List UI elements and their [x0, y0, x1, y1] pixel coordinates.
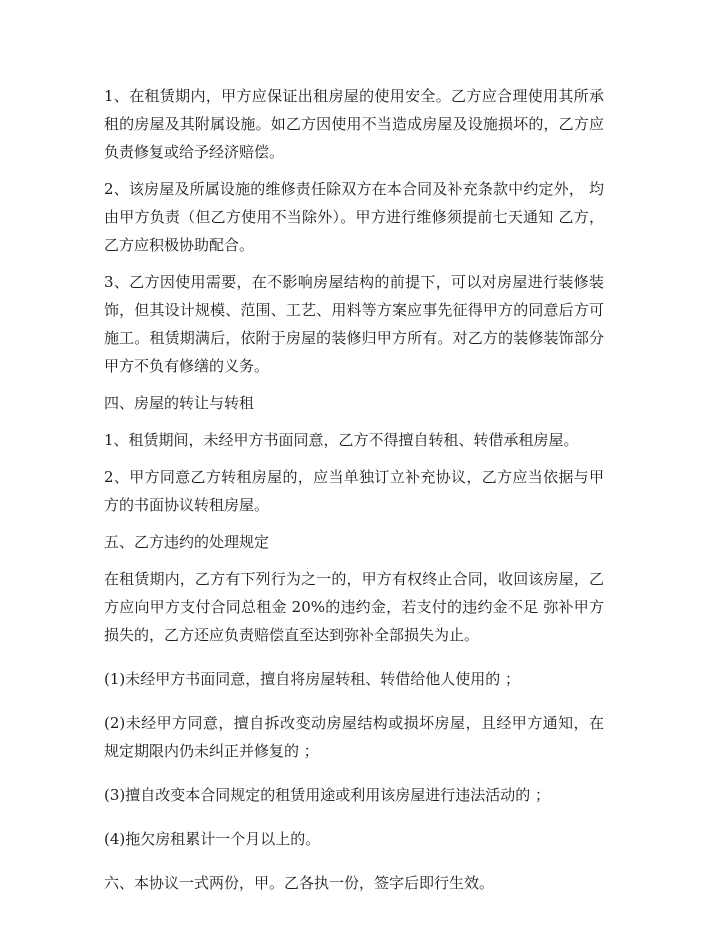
paragraph-8: 在租赁期内，乙方有下列行为之一的，甲方有权终止合同，收回该房屋，乙方应向甲方支付合同总租金 20%的违约金，若支付的违约金不足 弥补甲方损失的，乙方还应负责赔偿直至达到弥补全部损失为止。	[104, 570, 604, 644]
list-item-number: (3)	[104, 786, 126, 804]
list-item	[104, 781, 604, 809]
list-item-text: 未经甲方书面同意，擅自将房屋转租、转借给他人使用的 ；	[125, 670, 521, 688]
paragraph-closing: 六、本协议一式两份，甲。乙各执一份，签字后即行生效。	[104, 874, 495, 892]
list-item-text: 未经甲方同意，擅自拆改变动房屋结构或损坏房屋，且经甲方通知，在规定期限内仍未纠正并修复的 ；	[104, 714, 604, 760]
document-body	[104, 82, 604, 906]
paragraph-1: 1、在租赁期内，甲方应保证出租房屋的使用安全。乙方应合理使用其所承租的房屋及其附属设施。如乙方因使用不当造成房屋及设施损坏的，乙方应负责修复或给予经济赔偿。	[104, 87, 604, 161]
list-item-number: (2)	[104, 714, 126, 732]
paragraph-5: 1、租赁期间，未经甲方书面同意，乙方不得擅自转租、转借承租房屋。	[104, 431, 579, 449]
list-item-number: (1)	[104, 670, 126, 688]
paragraph-3: 3、乙方因使用需要，在不影响房屋结构的前提下，可以对房屋进行装修装饰，但其设计规模、范围、工艺、用料等方案应事先征得甲方的同意后方可施工。租赁期满后，依附于房屋的装修归甲方所有。对乙方的装修装饰部分甲方不负有修缮的义务。	[104, 273, 604, 375]
list-item	[104, 709, 604, 765]
list-item-text: 拖欠房租累计一个月以上的。	[125, 830, 321, 848]
section-heading-4: 四、房屋的转让与转租	[104, 394, 255, 412]
paragraph-2: 2、该房屋及所属设施的维修责任除双方在本合同及补充条款中约定外， 均由甲方负责（但乙方使用不当除外）。甲方进行维修须提前七天通知 乙方，乙方应积极协助配合。	[104, 180, 604, 254]
list-item-number: (4)	[104, 830, 126, 848]
list-item	[104, 665, 604, 693]
list-item	[104, 825, 604, 853]
paragraph-6: 2、甲方同意乙方转租房屋的，应当单独订立补充协议，乙方应当依据与甲方的书面协议转租房屋。	[104, 468, 604, 514]
section-heading-5: 五、乙方违约的处理规定	[104, 533, 270, 551]
list-item-text: 擅自改变本合同规定的租赁用途或利用该房屋进行违法活动的 ；	[125, 786, 551, 804]
